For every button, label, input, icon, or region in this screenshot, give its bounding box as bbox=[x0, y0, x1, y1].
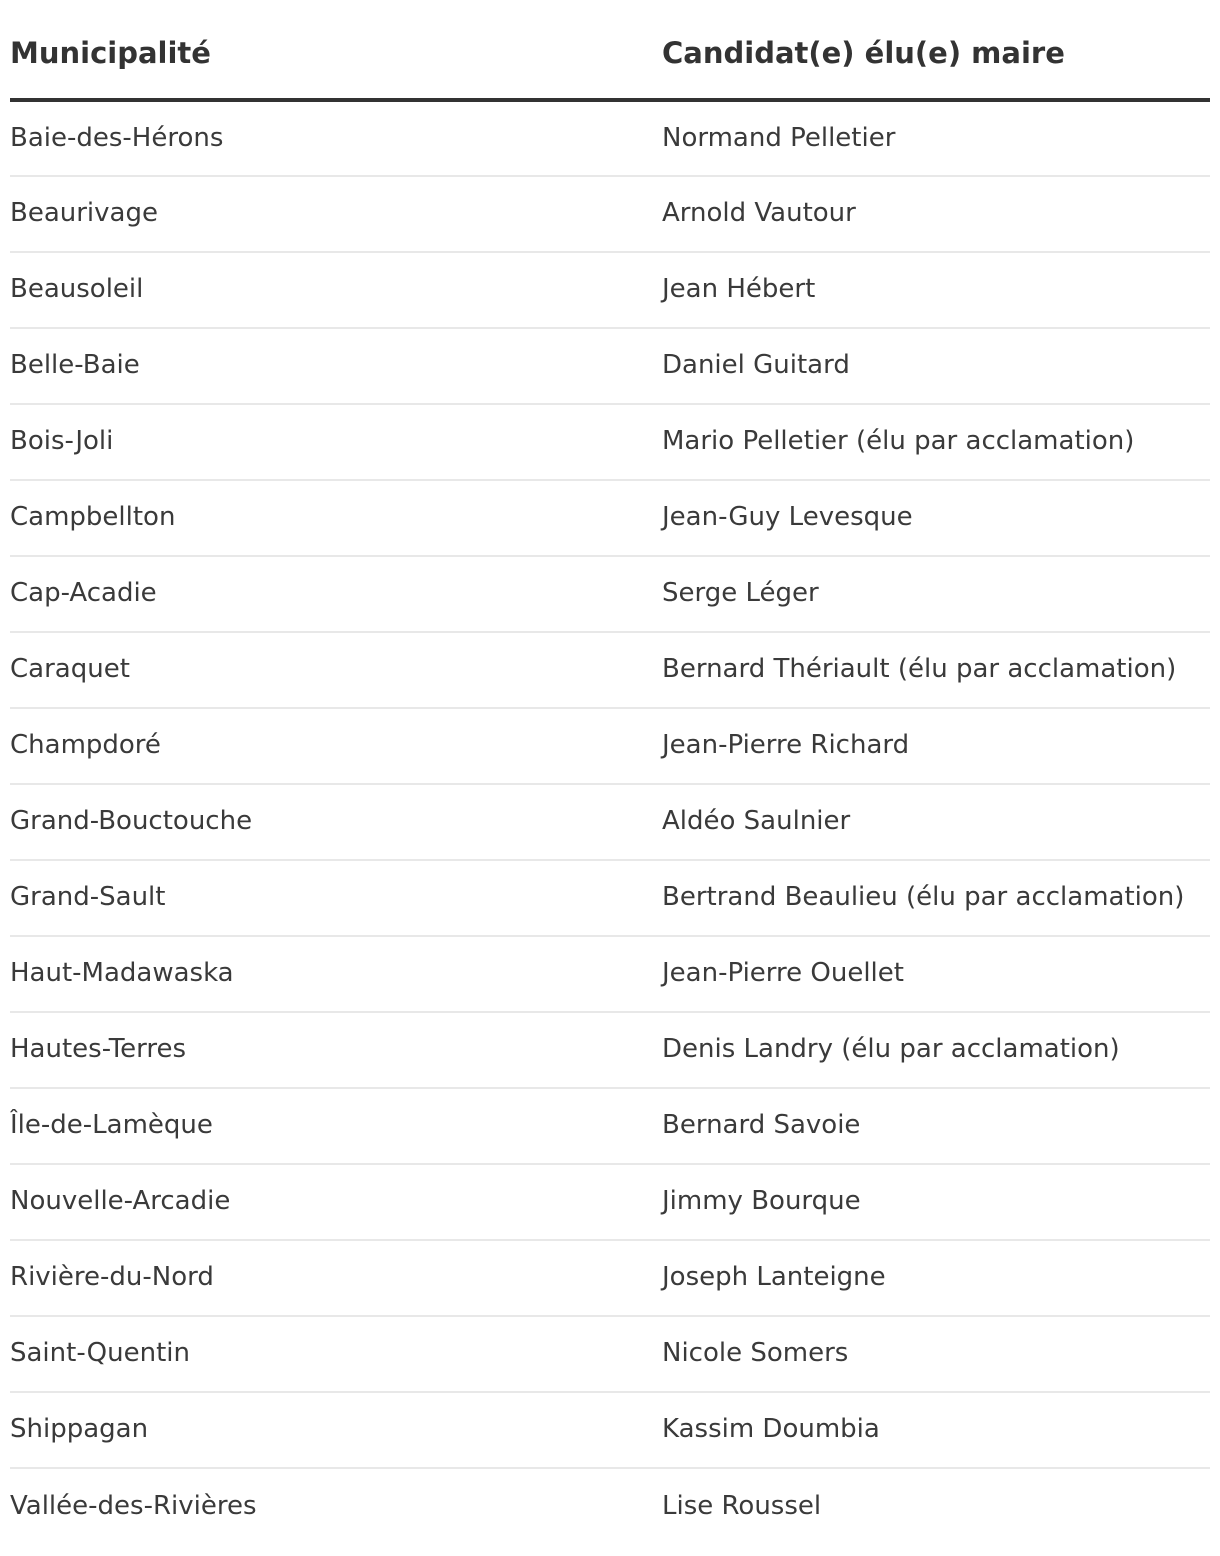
table-row bbox=[10, 480, 1210, 556]
mayor-cell: Lise Roussel bbox=[662, 1490, 822, 1521]
mayor-results-table bbox=[10, 0, 1210, 1544]
municipality-cell: Bois-Joli bbox=[10, 404, 662, 480]
mayor-cell: Daniel Guitard bbox=[662, 328, 1210, 404]
table-row bbox=[10, 860, 1210, 936]
mayor-cell: Joseph Lanteigne bbox=[662, 1240, 1210, 1316]
table-row bbox=[10, 328, 1210, 404]
table-row bbox=[10, 1164, 1210, 1240]
mayor-cell: Nicole Somers bbox=[662, 1316, 1210, 1392]
table-row bbox=[10, 404, 1210, 480]
column-header-elected-mayor: Candidat(e) élu(e) maire bbox=[662, 0, 1210, 100]
table-row bbox=[10, 936, 1210, 1012]
municipality-cell: Nouvelle-Arcadie bbox=[10, 1164, 662, 1240]
table-row bbox=[10, 1240, 1210, 1316]
municipality-cell: Île-de-Lamèque bbox=[10, 1088, 662, 1164]
table-body bbox=[10, 100, 1210, 1544]
mayor-cell: Bernard Thériault (élu par acclamation) bbox=[662, 632, 1210, 708]
table-row bbox=[10, 556, 1210, 632]
table-row bbox=[10, 1012, 1210, 1088]
municipality-cell: Grand-Bouctouche bbox=[10, 784, 662, 860]
municipality-cell: Saint-Quentin bbox=[10, 1316, 662, 1392]
table-row bbox=[10, 784, 1210, 860]
table-row bbox=[10, 708, 1210, 784]
mayor-cell: Aldéo Saulnier bbox=[662, 784, 1210, 860]
mayor-cell: Bernard Savoie bbox=[662, 1088, 1210, 1164]
header-row bbox=[10, 0, 1210, 100]
column-header-municipality: Municipalité bbox=[10, 0, 662, 100]
results-table-container bbox=[10, 0, 1210, 1544]
municipality-cell: Champdoré bbox=[10, 708, 662, 784]
mayor-cell: Mario Pelletier (élu par acclamation) bbox=[662, 404, 1210, 480]
mayor-cell: Jean Hébert bbox=[662, 252, 1210, 328]
municipality-cell: Campbellton bbox=[10, 480, 662, 556]
municipality-cell: Beausoleil bbox=[10, 252, 662, 328]
municipality-cell: Baie-des-Hérons bbox=[10, 100, 662, 176]
table-row bbox=[10, 1088, 1210, 1164]
municipality-cell: Grand-Sault bbox=[10, 860, 662, 936]
municipality-cell: Haut-Madawaska bbox=[10, 936, 662, 1012]
mayor-cell: Serge Léger bbox=[662, 556, 1210, 632]
table-row bbox=[10, 632, 1210, 708]
table-header bbox=[10, 0, 1210, 100]
mayor-cell: Jean-Pierre Richard bbox=[662, 708, 1210, 784]
municipality-cell: Caraquet bbox=[10, 632, 662, 708]
mayor-cell: Kassim Doumbia bbox=[662, 1392, 1210, 1468]
mayor-cell: Denis Landry (élu par acclamation) bbox=[662, 1012, 1210, 1088]
mayor-cell: Bertrand Beaulieu (élu par acclamation) bbox=[662, 860, 1210, 936]
mayor-cell: Normand Pelletier bbox=[662, 100, 1210, 176]
mayor-cell: Jean-Pierre Ouellet bbox=[662, 936, 1210, 1012]
mayor-cell: Jean-Guy Levesque bbox=[662, 480, 1210, 556]
table-row bbox=[10, 176, 1210, 252]
mayor-cell: Arnold Vautour bbox=[662, 176, 1210, 252]
table-row bbox=[10, 1468, 1210, 1544]
table-row bbox=[10, 1392, 1210, 1468]
municipality-cell: Beaurivage bbox=[10, 176, 662, 252]
municipality-cell: Shippagan bbox=[10, 1392, 662, 1468]
municipality-cell: Cap-Acadie bbox=[10, 556, 662, 632]
municipality-cell: Belle-Baie bbox=[10, 328, 662, 404]
table-row bbox=[10, 252, 1210, 328]
table-row bbox=[10, 1316, 1210, 1392]
municipality-cell: Rivière-du-Nord bbox=[10, 1240, 662, 1316]
municipality-cell: Vallée-des-Rivières bbox=[10, 1490, 257, 1521]
mayor-cell: Jimmy Bourque bbox=[662, 1164, 1210, 1240]
municipality-cell: Hautes-Terres bbox=[10, 1012, 662, 1088]
table-row bbox=[10, 100, 1210, 176]
